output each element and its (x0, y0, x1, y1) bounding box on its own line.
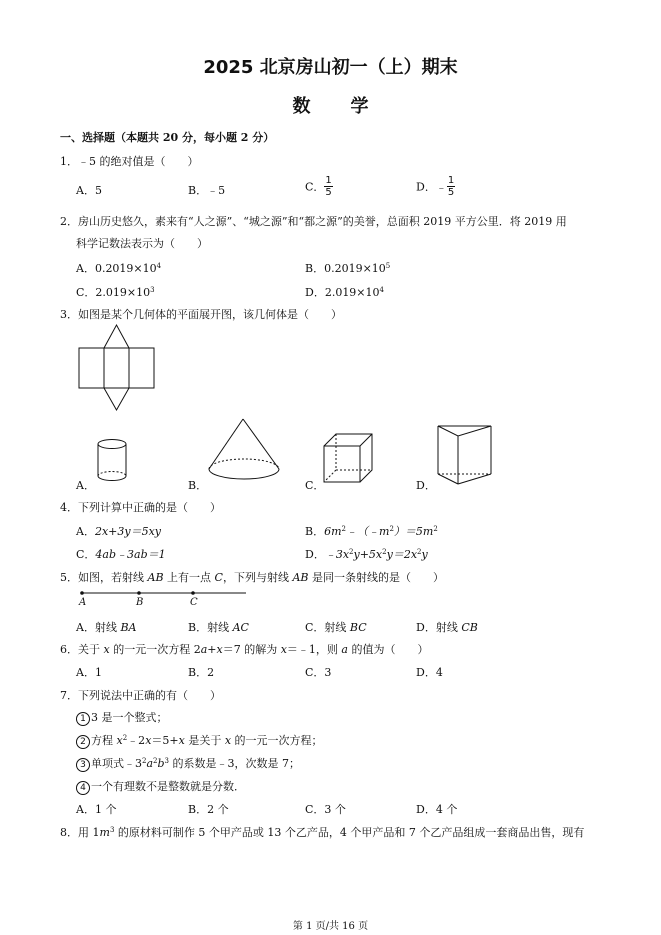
q7-s2-x4: x (224, 734, 232, 747)
q1-d-numerator: 1 (447, 175, 455, 186)
point-a-label: A (79, 597, 87, 608)
q5-option-c (305, 619, 367, 635)
q6-option-a: A．1 (76, 666, 102, 679)
net-top-triangle (104, 325, 129, 348)
q2-b-exp: 5 (385, 262, 391, 270)
q2-option-d (305, 284, 384, 300)
q5-stem-p1: 5．如图，若射线 (60, 571, 148, 584)
q5-option-d (416, 619, 478, 635)
q2-a-exp: 4 (156, 262, 162, 270)
q5-b-label: B．射线 (188, 621, 233, 634)
q3-option-d-label: D． (416, 479, 436, 492)
q5-option-a (76, 619, 136, 635)
subject-title: 数学 (292, 96, 409, 117)
q7-stem: 7．下列说法中正确的有（ ） (60, 689, 221, 702)
q5-stem-ab1: AB (147, 571, 164, 584)
q5-stem-ab2: AB (292, 571, 309, 584)
q4-option-c (76, 546, 166, 562)
q6-stem-p2: 的一元一次方程 2 (109, 643, 201, 656)
q4-b-e2: 2 (389, 525, 394, 533)
q1-c-denominator: 5 (325, 187, 332, 198)
q7-s1-text: 3 是一个整式； (91, 711, 168, 724)
q7-option-c: C．3 个 (305, 803, 346, 816)
q1-stem: 1．﹣5 的绝对值是（ ） (60, 155, 199, 168)
point-c-dot (191, 591, 195, 595)
q1-option-c (305, 175, 333, 198)
q6-option-b: B．2 (188, 666, 215, 679)
q4-a-expr: 2x+3y＝5xy (94, 525, 162, 538)
q4-d-p3: y＝2x (386, 548, 418, 561)
q2-b-base: B．0.2019×10 (305, 262, 386, 275)
q4-option-b (305, 523, 438, 539)
q5-stem-p2: 上有一点 (163, 571, 215, 584)
page-title: 2025 北京房山初一（上）期末 (203, 57, 458, 78)
q7-s3-b: b (157, 757, 165, 770)
q3-net-diagram (78, 322, 158, 412)
q6-option-d: D．4 (416, 666, 443, 679)
q4-option-d (305, 546, 428, 562)
q2-d-exp: 4 (379, 286, 384, 294)
q7-s3-e2: 2 (153, 757, 158, 765)
net-bottom-triangle (104, 388, 129, 410)
section-heading: 一、选择题（本题共 20 分，每小题 2 分） (60, 131, 275, 144)
q4-d-e2: 2 (382, 548, 387, 556)
q4-d-e3: 2 (417, 548, 422, 556)
q4-d-e1: 2 (349, 548, 354, 556)
q1-c-numerator: 1 (325, 175, 332, 186)
q4-d-p2: y+5x (353, 548, 383, 561)
q6-stem-p4: ＝﹣1，则 (286, 643, 342, 656)
q1-option-a: A．5 (76, 184, 102, 197)
q5-option-b (188, 619, 249, 635)
q8-stem-e: 3 (109, 826, 115, 834)
q7-s3-p2: 的系数是﹣3，次数是 7； (169, 757, 301, 770)
q7-s3-e1: 2 (142, 757, 147, 765)
point-b-label: B (136, 597, 144, 608)
q7-option-d: D．4 个 (416, 803, 458, 816)
point-b-dot (137, 591, 141, 595)
q4-a-label: A． (76, 525, 95, 538)
q1-option-d (416, 175, 455, 198)
q4-stem: 4．下列计算中正确的是（ ） (60, 501, 221, 514)
q7-s4-number: 4 (76, 781, 90, 795)
q4-b-e3: 2 (433, 525, 438, 533)
q1-option-c-label: C． (305, 180, 325, 194)
q6-stem-x2: x (280, 643, 287, 656)
q5-d-label: D．射线 (416, 621, 462, 634)
cube-shape (322, 432, 376, 486)
q6-stem-p3: ＝7 的解为 (222, 643, 281, 656)
q4-b-label: B． (305, 525, 325, 538)
q3-option-a-label: A． (76, 479, 95, 492)
q1-option-c-fraction (324, 175, 332, 198)
q5-stem-c: C (214, 571, 223, 584)
q3-stem: 3．如图是某个几何体的平面展开图，该几何体是（ ） (60, 308, 342, 321)
q4-option-a (76, 523, 161, 539)
q4-b-e1: 2 (341, 525, 346, 533)
prism-shape (436, 424, 494, 488)
q7-s3-e3: 3 (164, 757, 170, 765)
q2-option-a (76, 260, 161, 276)
q1-option-d-label: D．﹣ (416, 180, 447, 194)
q4-d-p1: ﹣3x (324, 548, 350, 561)
q7-s2-x2: x (145, 734, 152, 747)
q2-c-base: C．2.019×10 (76, 286, 151, 299)
q3-option-b-label: B． (188, 479, 208, 492)
q5-stem-p4: 是同一条射线的是（ ） (308, 571, 444, 584)
q8-stem-m: m (99, 826, 110, 839)
q6-stem-ax: a+x (200, 643, 223, 656)
q7-s2-p4: 是关于 (184, 734, 225, 747)
q8-stem (60, 824, 584, 840)
q2-d-base: D．2.019×10 (305, 286, 380, 299)
q4-d-label: D． (305, 548, 325, 561)
q2-option-b (305, 260, 390, 276)
q6-option-c: C．3 (305, 666, 332, 679)
net-rectangles (79, 348, 154, 388)
q6-stem-p5: 的值为（ ） (347, 643, 429, 656)
q5-b-ray: AC (232, 621, 249, 634)
q6-stem-x1: x (103, 643, 110, 656)
q2-a-base: A．0.2019×10 (76, 262, 157, 275)
q2-c-exp: 3 (150, 286, 155, 294)
q6-stem (60, 641, 428, 657)
q5-c-ray: BC (349, 621, 367, 634)
q7-s3-a: a (146, 757, 154, 770)
q7-s2-x1: x (116, 734, 123, 747)
q7-s3-p1: 单项式﹣3 (91, 757, 142, 770)
q7-s2-e1: 2 (122, 734, 128, 742)
q3-option-c-label: C． (305, 479, 325, 492)
q2-option-c (76, 284, 155, 300)
q5-d-ray: CB (461, 621, 478, 634)
q7-s2-p1: 方程 (91, 734, 117, 747)
q2-stem-line1: 2．房山历史悠久，素来有“人之源”、“城之源”和“都之源”的美誉，总面积 2019 平方公里．将 2019 用 (60, 215, 567, 228)
q4-d-p4: y (421, 548, 428, 561)
point-a-dot (80, 591, 84, 595)
q7-statement-4 (76, 778, 245, 795)
q5-ray-diagram (78, 588, 248, 610)
q4-c-label: C． (76, 548, 96, 561)
q5-stem (60, 569, 444, 585)
q1-option-d-fraction (447, 175, 455, 198)
q8-stem-p1: 8．用 1 (60, 826, 100, 839)
point-c-label: C (190, 597, 198, 608)
q6-stem-a: a (341, 643, 348, 656)
q7-option-a: A．1 个 (76, 803, 117, 816)
q1-option-b: B．﹣5 (188, 184, 226, 197)
q2-stem-line2: 科学记数法表示为（ ） (76, 237, 208, 250)
q7-s2-p5: 的一元一次方程； (231, 734, 323, 747)
q7-s1-number: 1 (76, 712, 90, 726)
q1-d-denominator: 5 (447, 187, 455, 198)
q7-s2-p2: ﹣2 (127, 734, 146, 747)
q4-b-p3: ）＝5m (393, 525, 434, 538)
q5-a-label: A．射线 (76, 621, 121, 634)
q6-stem-p1: 6．关于 (60, 643, 104, 656)
q7-statement-1 (76, 709, 168, 726)
q7-s3-number: 3 (76, 758, 90, 772)
cone-shape (205, 417, 285, 489)
q7-s2-number: 2 (76, 735, 90, 749)
page-footer: 第 1 页/共 16 页 (292, 921, 369, 932)
cylinder-shape (96, 438, 130, 484)
q7-s4-text: 一个有理数不是整数就是分数． (91, 780, 245, 793)
q7-statement-2 (76, 732, 323, 749)
q5-stem-p3: ，下列与射线 (222, 571, 293, 584)
q7-statement-3 (76, 755, 300, 772)
q5-a-ray: BA (120, 621, 137, 634)
q4-c-expr: 4ab﹣3ab＝1 (95, 548, 166, 561)
q8-stem-p2: 的原材料可制作 5 个甲产品或 13 个乙产品，4 个甲产品和 7 个乙产品组成一套商品出售，现有 (114, 826, 585, 839)
q7-s2-x3: x (178, 734, 185, 747)
q5-c-label: C．射线 (305, 621, 350, 634)
q7-option-b: B．2 个 (188, 803, 229, 816)
q4-b-p2: ﹣（﹣m (346, 525, 390, 538)
q4-b-p1: 6m (324, 525, 342, 538)
q7-s2-p3: ＝5+ (151, 734, 179, 747)
